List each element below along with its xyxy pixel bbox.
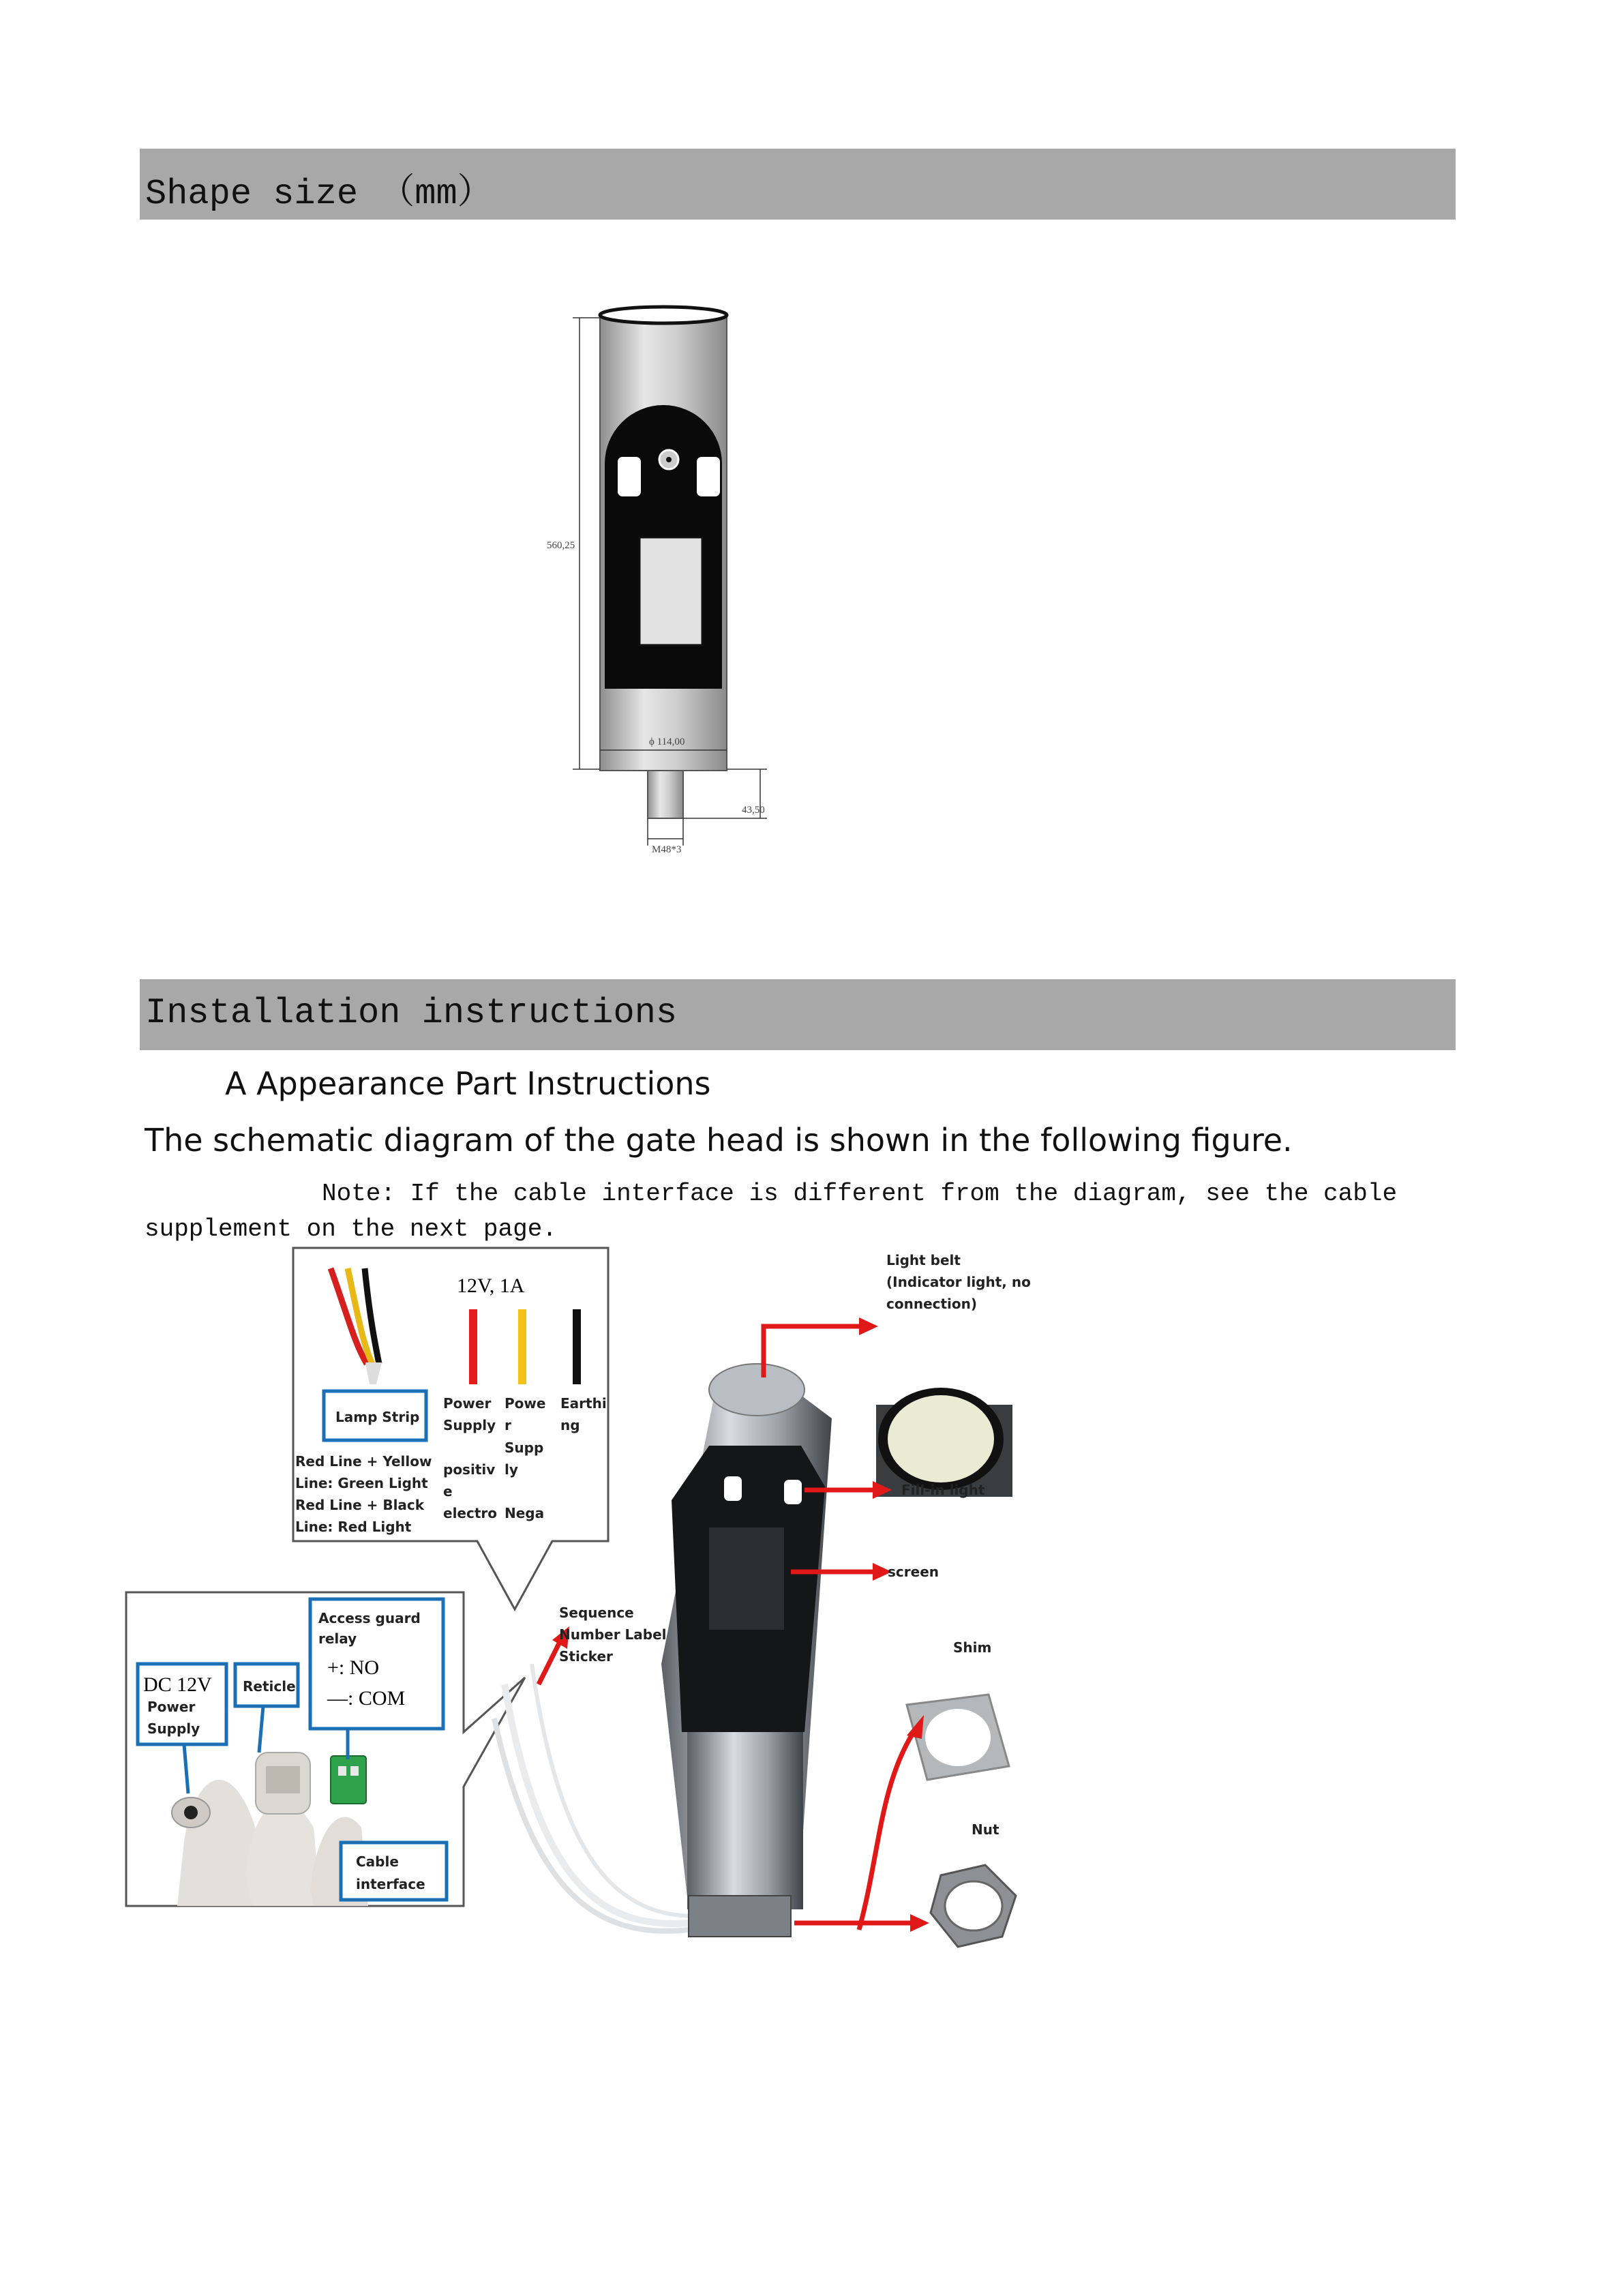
svg-text:Red Line + Black: Red Line + Black xyxy=(295,1497,425,1513)
gate-head-product xyxy=(661,1364,832,1937)
cylinder-top xyxy=(600,307,727,323)
cable-bundle xyxy=(505,1684,689,1924)
svg-text:relay: relay xyxy=(318,1630,357,1647)
nut-part xyxy=(931,1865,1016,1947)
dim-thread: M48*3 xyxy=(652,844,682,855)
lamp-strip-callout xyxy=(293,1248,608,1609)
fill-light-left xyxy=(724,1476,742,1501)
svg-text:e: e xyxy=(443,1483,453,1500)
svg-text:Number Label: Number Label xyxy=(559,1626,667,1643)
svg-text:(Indicator light, no: (Indicator light, no xyxy=(886,1274,1031,1290)
fill-light-left xyxy=(618,457,641,496)
svg-text:Cable: Cable xyxy=(356,1853,399,1870)
gate-head-diagram xyxy=(123,1241,1091,1978)
svg-text:Red Line + Yellow: Red Line + Yellow xyxy=(295,1453,432,1470)
svg-text:electro: electro xyxy=(443,1505,498,1521)
svg-text:DC 12V: DC 12V xyxy=(143,1673,212,1696)
svg-text:Line: Green Light: Line: Green Light xyxy=(295,1475,428,1491)
lamp-strip-label: Lamp Strip xyxy=(335,1409,420,1425)
subheading: A Appearance Part Instructions xyxy=(225,1065,711,1102)
svg-text:interface: interface xyxy=(356,1876,425,1892)
dim-base: 43,50 xyxy=(742,805,765,816)
note-line-1: Note: If the cable interface is different from the diagram, see the cable xyxy=(322,1180,1398,1208)
svg-text:Powe: Powe xyxy=(505,1395,546,1412)
dimension-drawing xyxy=(532,293,805,866)
svg-text:+: NO: +: NO xyxy=(327,1656,380,1679)
fill-light-right xyxy=(784,1480,802,1504)
light-belt-inset xyxy=(876,1388,1012,1497)
svg-text:Power: Power xyxy=(443,1395,492,1412)
intro-text: The schematic diagram of the gate head is shown in the following figure. xyxy=(145,1122,1293,1159)
mount-stem xyxy=(648,771,683,818)
svg-text:Line: Red Light: Line: Red Light xyxy=(295,1519,412,1535)
section-title: Shape size （mm） xyxy=(145,174,493,214)
svg-text:Earthi: Earthi xyxy=(560,1395,607,1412)
svg-text:Reticle: Reticle xyxy=(243,1678,296,1695)
screen-label: screen xyxy=(888,1564,939,1580)
section-header-installation xyxy=(140,979,1456,1050)
svg-text:Supp: Supp xyxy=(505,1440,544,1456)
dim-diameter: ϕ 114,00 xyxy=(649,736,685,747)
svg-text:—: COM: —: COM xyxy=(327,1687,406,1710)
svg-text:Supply: Supply xyxy=(147,1720,200,1737)
svg-text:Supply: Supply xyxy=(443,1417,496,1433)
svg-text:ng: ng xyxy=(560,1417,580,1433)
thread-base xyxy=(689,1896,791,1937)
note-line-2: supplement on the next page. xyxy=(145,1215,557,1243)
shim-label: Shim xyxy=(953,1639,992,1656)
svg-text:positiv: positiv xyxy=(443,1461,496,1478)
svg-text:Access guard: Access guard xyxy=(318,1610,421,1626)
section-header-shape-size xyxy=(140,149,1456,220)
section-title: Installation instructions xyxy=(145,993,678,1033)
fill-light-right xyxy=(697,457,720,496)
svg-text:r: r xyxy=(505,1417,511,1433)
nut-label: Nut xyxy=(972,1821,999,1838)
voltage-label: 12V, 1A xyxy=(457,1274,525,1297)
product-screen xyxy=(709,1527,784,1630)
light-belt-label: Light belt xyxy=(886,1252,961,1268)
fill-in-light-label: Fill-in light xyxy=(901,1482,985,1498)
svg-text:Nega: Nega xyxy=(505,1505,545,1521)
svg-text:ly: ly xyxy=(505,1461,518,1478)
svg-text:connection): connection) xyxy=(886,1296,978,1312)
sequence-label: Sequence xyxy=(559,1605,634,1621)
shim-part xyxy=(907,1695,1009,1780)
cable-interface-callout xyxy=(126,1592,525,1906)
screen-window xyxy=(640,537,702,645)
dim-height: 560,25 xyxy=(547,540,575,551)
svg-text:Power: Power xyxy=(147,1699,196,1715)
svg-text:Sticker: Sticker xyxy=(559,1648,613,1665)
